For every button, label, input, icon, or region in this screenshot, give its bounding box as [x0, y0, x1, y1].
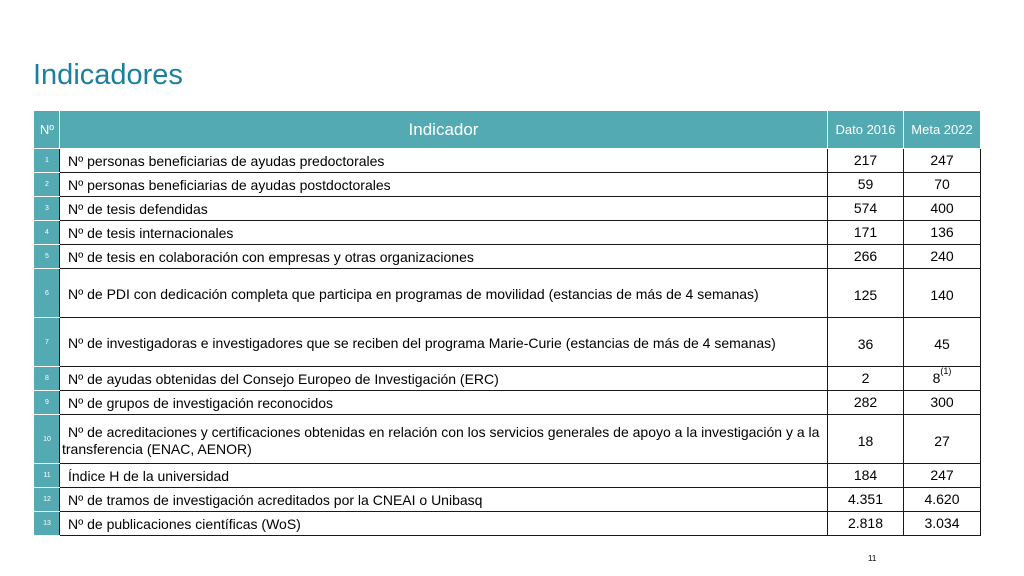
row-number: 5 [35, 245, 60, 269]
row-indicator: Nº de investigadoras e investigadores que se reciben del programa Marie-Curie (estancias de más de 4 semanas) [60, 318, 828, 367]
table-header-row [35, 111, 981, 149]
header-meta-2022: Meta 2022 [904, 111, 981, 149]
row-dato-2016: 59 [828, 173, 904, 197]
row-meta-2022: 300 [904, 391, 981, 415]
row-meta-2022: 240 [904, 245, 981, 269]
row-meta-2022: 4.620 [904, 488, 981, 512]
row-meta-2022: 3.034 [904, 512, 981, 536]
header-indicator: Indicador [60, 111, 828, 149]
row-dato-2016: 184 [828, 464, 904, 488]
table-row [35, 367, 981, 391]
table-row [35, 197, 981, 221]
footnote-marker: (1) [940, 366, 952, 376]
row-number: 7 [35, 318, 60, 367]
table-row [35, 221, 981, 245]
row-meta-2022: 247 [904, 464, 981, 488]
indicators-table [34, 110, 981, 536]
row-number: 10 [35, 415, 60, 464]
row-meta-2022: 70 [904, 173, 981, 197]
row-indicator: Nº de ayudas obtenidas del Consejo Europeo de Investigación (ERC) [60, 367, 828, 391]
indicators-table-container [34, 110, 980, 536]
table-row [35, 512, 981, 536]
row-dato-2016: 282 [828, 391, 904, 415]
row-meta-2022: 247 [904, 149, 981, 173]
row-indicator: Nº de acreditaciones y certificaciones obtenidas en relación con los servicios generales de apoyo a la investigación y a la transferencia (ENAC, AENOR) [60, 415, 828, 464]
row-indicator: Nº de PDI con dedicación completa que participa en programas de movilidad (estancias de más de 4 semanas) [60, 269, 828, 318]
table-row [35, 149, 981, 173]
row-meta-2022: 400 [904, 197, 981, 221]
table-row [35, 488, 981, 512]
row-number: 8 [35, 367, 60, 391]
row-dato-2016: 574 [828, 197, 904, 221]
row-number: 2 [35, 173, 60, 197]
row-meta-2022: 45 [904, 318, 981, 367]
table-row [35, 269, 981, 318]
row-meta-2022: 140 [904, 269, 981, 318]
slide-title: Indicadores [33, 59, 183, 91]
row-dato-2016: 266 [828, 245, 904, 269]
row-dato-2016: 2.818 [828, 512, 904, 536]
row-dato-2016: 125 [828, 269, 904, 318]
row-number: 1 [35, 149, 60, 173]
table-row [35, 318, 981, 367]
row-indicator: Nº personas beneficiarias de ayudas postdoctorales [60, 173, 828, 197]
row-indicator: Nº de tesis en colaboración con empresas y otras organizaciones [60, 245, 828, 269]
row-indicator: Nº de tramos de investigación acreditados por la CNEAI o Unibasq [60, 488, 828, 512]
row-indicator: Nº personas beneficiarias de ayudas predoctorales [60, 149, 828, 173]
table-row [35, 415, 981, 464]
page-number: 11 [868, 554, 877, 563]
row-meta-2022: 27 [904, 415, 981, 464]
meta-value: 8 [932, 370, 941, 386]
row-dato-2016: 217 [828, 149, 904, 173]
row-number: 9 [35, 391, 60, 415]
row-number: 6 [35, 269, 60, 318]
row-dato-2016: 171 [828, 221, 904, 245]
table-row [35, 173, 981, 197]
row-dato-2016: 4.351 [828, 488, 904, 512]
row-indicator: Índice H de la universidad [60, 464, 828, 488]
header-dato-2016: Dato 2016 [828, 111, 904, 149]
row-dato-2016: 36 [828, 318, 904, 367]
row-dato-2016: 2 [828, 367, 904, 391]
header-num: Nº [35, 111, 60, 149]
row-meta-2022: 136 [904, 221, 981, 245]
row-number: 4 [35, 221, 60, 245]
row-indicator: Nº de tesis defendidas [60, 197, 828, 221]
row-meta-2022 [904, 367, 981, 391]
row-indicator: Nº de publicaciones científicas (WoS) [60, 512, 828, 536]
table-row [35, 245, 981, 269]
row-indicator: Nº de grupos de investigación reconocidos [60, 391, 828, 415]
table-row [35, 464, 981, 488]
row-number: 11 [35, 464, 60, 488]
table-row [35, 391, 981, 415]
row-number: 3 [35, 197, 60, 221]
row-indicator: Nº de tesis internacionales [60, 221, 828, 245]
row-number: 12 [35, 488, 60, 512]
row-dato-2016: 18 [828, 415, 904, 464]
row-number: 13 [35, 512, 60, 536]
